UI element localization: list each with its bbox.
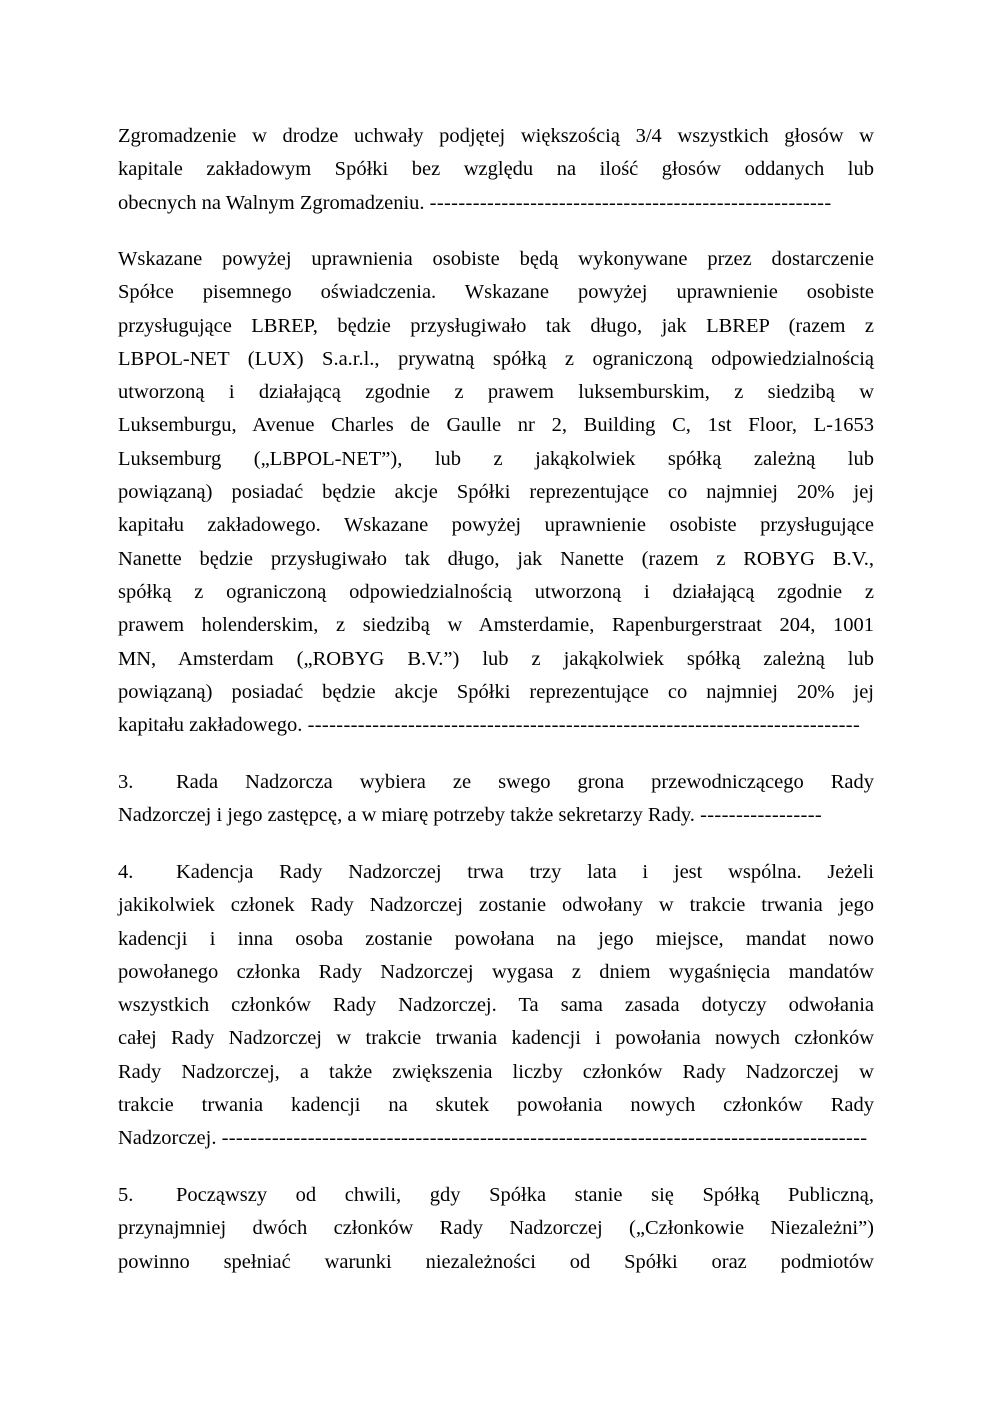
text-line: powiązaną) posiadać będzie akcje Spółki reprezentujące co najmniej 20% jej [118,680,874,703]
text-line-last [118,799,874,832]
paragraph-1 [118,120,874,220]
text-line: prawem holenderskim, z siedzibą w Amsterdamie, Rapenburgerstraat 204, 1001 [118,614,874,637]
text-line: kapitale zakładowym Spółki bez względu na ilość głosów oddanych lub [118,158,874,181]
text-line: całej Rady Nadzorczej w trakcie trwania kadencji i powołania nowych członków [118,1027,874,1050]
text-line [118,766,874,799]
text-line: powinno spełniać warunki niezależności od Spółki oraz podmiotów [118,1250,874,1273]
text-line: kapitału zakładowego. Wskazane powyżej uprawnienie osobiste przysługujące [118,514,874,537]
text-line-content: Nadzorczej i jego zastępcę, a w miarę potrzeby także sekretarzy Rady. [118,804,695,827]
text-line: LBPOL-NET (LUX) S.a.r.l., prywatną spółką z ograniczoną odpowiedzialnością [118,347,874,370]
text-line [118,1179,874,1212]
paragraph-number: 4. [118,861,134,883]
text-line: Luksemburg („LBPOL-NET”), lub z jakąkolwiek spółką zależną lub [118,447,874,470]
text-line-last [118,1122,874,1155]
text-line-content: kapitału zakładowego. [118,714,303,737]
paragraph-2 [118,243,874,742]
text-line-last [118,187,874,220]
text-line: utworzoną i działającą zgodnie z prawem luksemburskim, z siedzibą w [118,381,874,404]
text-line: przysługujące LBREP, będzie przysługiwało tak długo, jak LBREP (razem z [118,314,874,337]
text-line: Zgromadzenie w drodze uchwały podjętej większością 3/4 wszystkich głosów w [118,125,874,147]
text-line: Rady Nadzorczej, a także zwiększenia liczby członków Rady Nadzorczej w [118,1060,874,1083]
paragraph-5 [118,1179,874,1279]
text-line: wszystkich członków Rady Nadzorczej. Ta sama zasada dotyczy odwołania [118,994,874,1017]
text-line: MN, Amsterdam („ROBYG B.V.”) lub z jakąkolwiek spółką zależną lub [118,647,874,670]
text-line: przynajmniej dwóch członków Rady Nadzorczej („Członkowie Niezależni”) [118,1217,874,1240]
text-line: Wskazane powyżej uprawnienia osobiste będą wykonywane przez dostarczenie [118,248,874,270]
text-line: Luksemburgu, Avenue Charles de Gaulle nr 2, Building C, 1st Floor, L-1653 [118,414,874,437]
paragraph-number: 5. [118,1184,134,1206]
text-line: jakikolwiek członek Rady Nadzorczej zostanie odwołany w trakcie trwania jego [118,894,874,917]
text-line-content: Nadzorczej. [118,1127,217,1150]
text-line-content: obecnych na Walnym Zgromadzeniu. [118,191,425,214]
paragraph-4 [118,856,874,1156]
dash-filler: ----------------- [700,804,823,827]
text-line-content: Kadencja Rady Nadzorczej trwa trzy lata i jest wspólna. Jeżeli [176,861,874,883]
text-line: powołanego członka Rady Nadzorczej wygasa z dniem wygaśnięcia mandatów [118,960,874,983]
dash-filler: -------------------------------------------------------- [429,191,832,214]
paragraph-3 [118,766,874,833]
text-line: Nanette będzie przysługiwało tak długo, jak Nanette (razem z ROBYG B.V., [118,547,874,570]
dash-filler: ------------------------------------------------------------------------------------------ [221,1127,868,1150]
text-line: Spółce pisemnego oświadczenia. Wskazane powyżej uprawnienie osobiste [118,281,874,304]
text-line: trakcie trwania kadencji na skutek powołania nowych członków Rady [118,1094,874,1117]
text-line [118,856,874,889]
text-line-last [118,709,874,742]
text-line-content: Począwszy od chwili, gdy Spółka stanie się Spółką Publiczną, [176,1184,874,1206]
text-line: spółką z ograniczoną odpowiedzialnością utworzoną i działającą zgodnie z [118,580,874,603]
text-line: kadencji i inna osoba zostanie powołana na jego miejsce, mandat nowo [118,927,874,950]
text-line-content: Rada Nadzorcza wybiera ze swego grona przewodniczącego Rady [176,771,874,793]
dash-filler: ----------------------------------------------------------------------------- [307,714,861,737]
text-line: powiązaną) posiadać będzie akcje Spółki reprezentujące co najmniej 20% jej [118,481,874,504]
paragraph-number: 3. [118,771,134,793]
